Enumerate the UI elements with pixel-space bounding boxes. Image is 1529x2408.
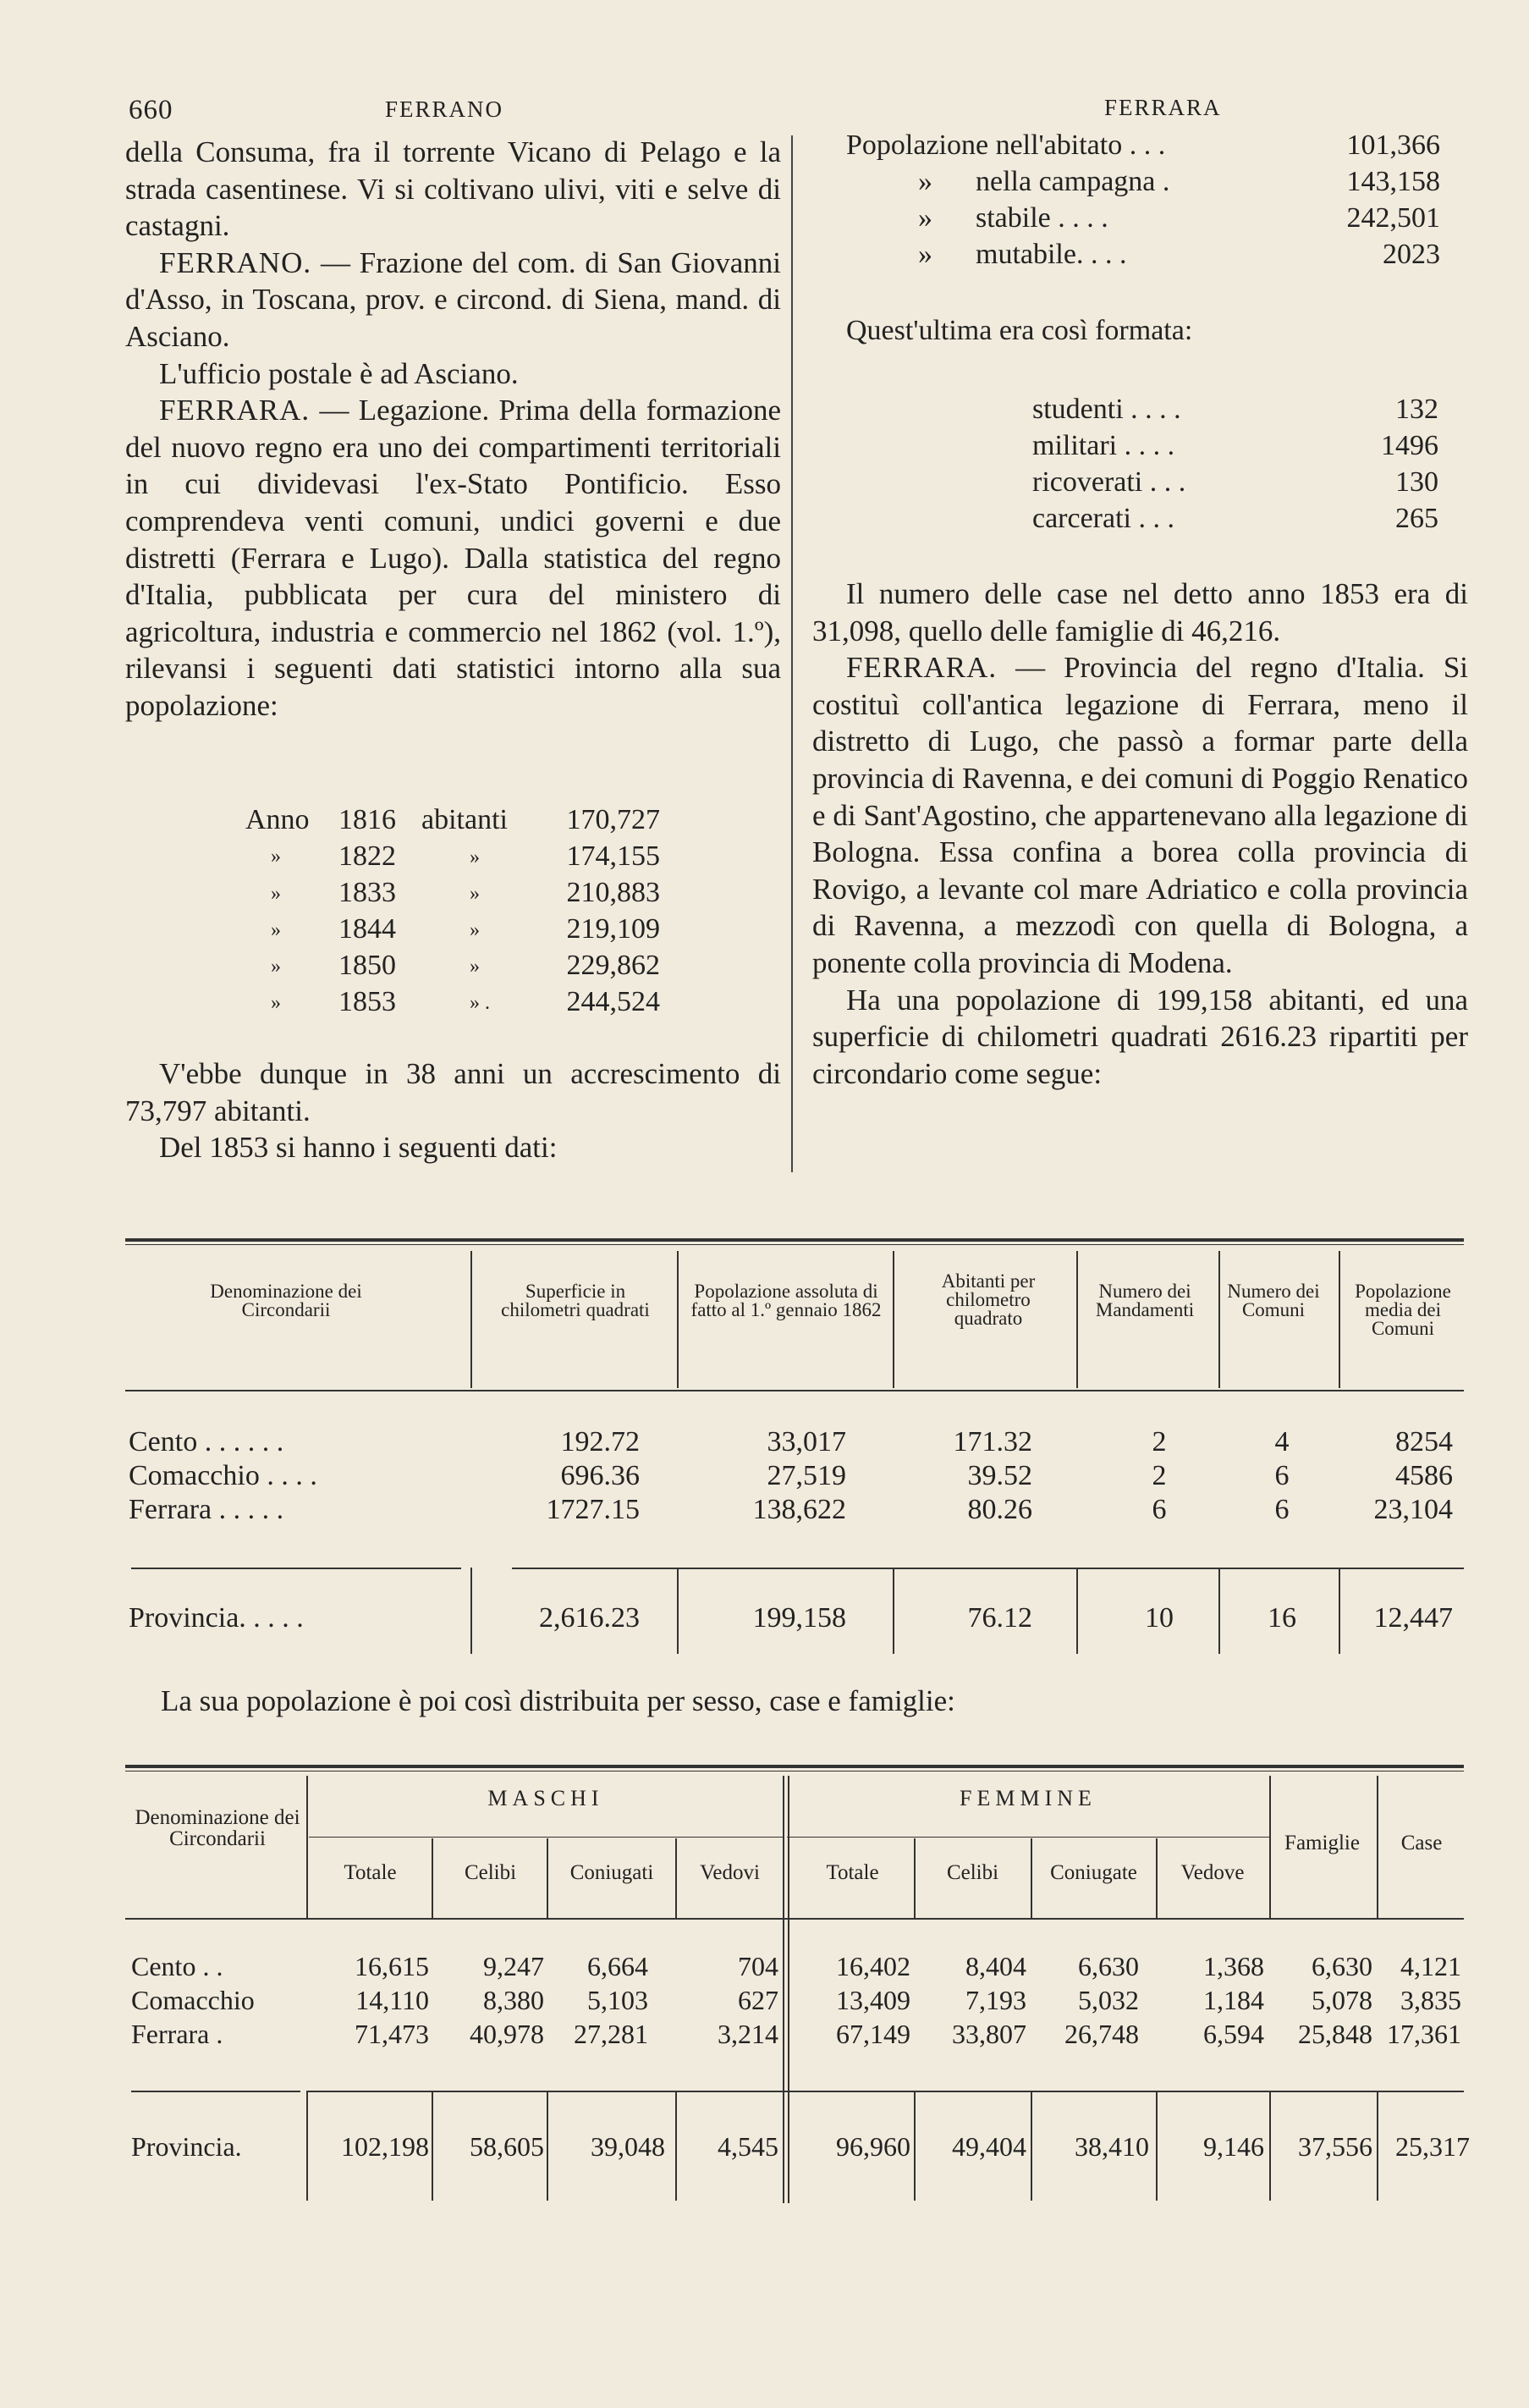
t2-sub-femmine-vedove: Vedove — [1180, 1861, 1245, 1884]
t2-cell: 1,368 — [1203, 1951, 1264, 1981]
t2-cell: 5,032 — [1078, 1985, 1139, 2015]
closing-increase: V'ebbe dunque in 38 anni un accrescimento di 73,797 abitanti. — [125, 1057, 781, 1127]
t1-total-cell: 16 — [1268, 1602, 1296, 1634]
t2-header-maschi: MASCHI — [487, 1786, 604, 1810]
ferrara-headword: FERRARA. — [159, 394, 311, 427]
year-label: » — [470, 846, 480, 868]
t2-cell: 6,594 — [1203, 2019, 1264, 2049]
t2-sub-maschi-vedovi: Vedovi — [700, 1861, 760, 1884]
t2-cell: 40,978 — [470, 2019, 544, 2049]
t1-header-abitanti: Abitanti per chilometro quadrato — [941, 1270, 1036, 1329]
page-number: 660 — [129, 95, 173, 125]
t1-cell: 6 — [1274, 1494, 1290, 1525]
t1-total-cell: 76.12 — [967, 1602, 1032, 1634]
formed-row-value: 265 — [1395, 503, 1438, 534]
t2-total-cell: 38,410 — [1075, 2131, 1149, 2162]
t1-header-superficie: Superficie in chilometri quadrati — [501, 1281, 650, 1320]
t2-cell: 6,630 — [1312, 1951, 1372, 1981]
between-text: La sua popolazione è poi così distribuita per sesso, case e famiglie: — [161, 1684, 955, 1717]
column-divider — [791, 135, 793, 1172]
year-cell: 1844 — [338, 913, 396, 945]
pop-row-value: 2023 — [1383, 239, 1440, 270]
year-value: 219,109 — [566, 913, 660, 945]
province-text: Provincia del regno d'Italia. Si costituì coll'antica legazione di Ferrara, meno il distretto di Lugo, che passò a formar parte della provincia di Ravenna, e dei comuni di Poggio Renatico e di Sant'Agostino, che appartenevano alla legazione di Bologna. Essa confina a borea colla provincia di Rovigo, a levante col mare Adriatico e colla provincia di Ravenna, a mezzodì con quella di Bologna, a ponente colla provincia di Modena. — [812, 651, 1469, 979]
t2-header-famiglie: Famiglie — [1284, 1832, 1360, 1854]
t2-cell: 627 — [738, 1985, 778, 2015]
t1-cell: 696.36 — [560, 1460, 640, 1491]
year-value: 170,727 — [566, 804, 660, 835]
t2-cell: 26,748 — [1064, 2019, 1139, 2049]
t2-header-femmine: FEMMINE — [960, 1786, 1097, 1810]
t1-header-comuni: Numero dei Comuni — [1227, 1281, 1320, 1320]
year-value: 244,524 — [566, 986, 660, 1017]
t1-cell: 171.32 — [953, 1426, 1032, 1457]
year-row: » — [271, 992, 281, 1014]
running-head-left: FERRANO — [385, 96, 504, 122]
t2-cell: 8,380 — [483, 1985, 544, 2015]
t1-cell: 6 — [1152, 1494, 1167, 1525]
pop-row-label: » mutabile. . . . — [918, 239, 1127, 270]
t1-total-cell: 199,158 — [752, 1602, 846, 1634]
pop-row-value: 101,366 — [1346, 129, 1440, 161]
year-value: 229,862 — [566, 950, 660, 981]
t1-header-mandamenti: Numero dei Mandamenti — [1095, 1281, 1195, 1320]
t1-header-denominazione: Denominazione dei Circondarii — [210, 1281, 362, 1320]
year-label: » — [470, 956, 480, 978]
formed-row-label: studenti . . . . — [1032, 394, 1181, 425]
houses-paragraph: Il numero delle case nel detto anno 1853 era di 31,098, quello delle famiglie di 46,216. — [812, 577, 1468, 647]
formed-row-value: 130 — [1395, 466, 1438, 498]
t2-total-cell: 25,317 — [1395, 2131, 1470, 2162]
formed-row-label: carcerati . . . — [1032, 503, 1174, 534]
t1-cell: 39.52 — [967, 1460, 1032, 1491]
t2-cell: 3,835 — [1400, 1985, 1461, 2015]
formed-intro: Quest'ultima era così formata: — [846, 315, 1193, 346]
t2-sub-maschi-celibi: Celibi — [464, 1861, 517, 1884]
t2-total-cell: 4,545 — [718, 2131, 778, 2162]
t2-row-name: Comacchio — [131, 1985, 255, 2015]
t1-cell: 23,104 — [1373, 1494, 1453, 1525]
ferrara-legazione-text: Legazione. Prima della formazione del nuovo regno era uno dei compartimenti territoriali in cui dividevasi l'ex-Stato Pontificio. Esso comprendeva venti comuni, undici governi e due distretti (Ferrara e Lugo). Dalla statistica del regno d'Italia, pubblicata per cura del ministero di agricoltura, industria e commercio nel 1862 (vol. 1.º), rilevansi i seguenti dati statistici intorno alla sua popolazione: — [125, 394, 781, 722]
t1-header-media: Popolazione media dei Comuni — [1355, 1281, 1451, 1339]
t2-cell: 5,103 — [587, 1985, 648, 2015]
t2-cell: 17,361 — [1387, 2019, 1461, 2049]
ferrano-headword: FERRANO. — [159, 245, 312, 279]
pop-row-label: » stabile . . . . — [918, 202, 1108, 234]
pop-row-value: 242,501 — [1346, 202, 1440, 234]
left-paragraph-postal: L'ufficio postale è ad Asciano. — [159, 356, 519, 390]
t1-cell: 80.26 — [967, 1494, 1032, 1525]
t2-total-cell: 96,960 — [836, 2131, 910, 2162]
t1-cell: 6 — [1274, 1460, 1290, 1491]
ferrano-entry: FERRANO. — Frazione del com. di San Giovanni d'Asso, in Toscana, prov. e circond. di Siena, mand. di Asciano. — [125, 245, 782, 353]
left-column — [125, 134, 781, 725]
t2-cell: 3,214 — [718, 2019, 778, 2049]
t2-cell: 6,664 — [587, 1951, 648, 1981]
year-row: » — [271, 956, 281, 978]
t2-cell: 13,409 — [836, 1985, 910, 2015]
t2-cell: 33,807 — [952, 2019, 1026, 2049]
t1-cell: 2 — [1152, 1426, 1167, 1457]
t1-cell: 1727.15 — [546, 1494, 640, 1525]
t1-cell: 2 — [1152, 1460, 1167, 1491]
year-cell: 1816 — [338, 804, 396, 835]
t2-total-cell: 58,605 — [470, 2131, 544, 2162]
t1-cell: 192.72 — [560, 1426, 640, 1457]
right-column-text — [812, 576, 1468, 1092]
t2-cell: 67,149 — [836, 2019, 910, 2049]
closing-data-intro: Del 1853 si hanno i seguenti dati: — [159, 1131, 558, 1165]
year-value: 210,883 — [566, 877, 660, 908]
t2-sub-femmine-totale: Totale — [826, 1861, 879, 1884]
t2-cell: 704 — [738, 1951, 778, 1981]
t2-total-cell: 49,404 — [952, 2131, 1026, 2162]
t2-row-name: Ferrara . — [131, 2019, 223, 2049]
ferrano-text: Frazione del com. di San Giovanni d'Asso, in Toscana, prov. e circond. di Siena, mand. di Asciano. — [125, 245, 782, 353]
year-cell: 1822 — [338, 840, 396, 872]
left-paragraph-1: della Consuma, fra il torrente Vicano di Pelago e la strada casentinese. Vi si coltivano ulivi, viti e selve di castagni. — [125, 135, 781, 243]
year-label: » — [470, 919, 480, 941]
t2-total-cell: 9,146 — [1203, 2131, 1264, 2162]
year-row: » — [271, 846, 281, 868]
t2-total-cell: 102,198 — [341, 2131, 429, 2162]
year-label: » — [470, 883, 480, 905]
t2-cell: 27,281 — [574, 2019, 648, 2049]
t2-cell: 9,247 — [483, 1951, 544, 1981]
pop-row-value: 143,158 — [1346, 166, 1440, 197]
t1-cell: 4586 — [1395, 1460, 1453, 1491]
population-paragraph: Ha una popolazione di 199,158 abitanti, ed una superficie di chilometri quadrati 2616.23 ripartiti per circondario come segue: — [812, 983, 1468, 1090]
t1-row-name: Cento . . . . . . — [129, 1426, 284, 1457]
year-label: » . — [470, 992, 490, 1014]
year-label: abitanti — [421, 804, 508, 835]
t2-cell: 25,848 — [1298, 2019, 1372, 2049]
t1-cell: 138,622 — [752, 1494, 846, 1525]
year-row: Anno — [245, 804, 310, 835]
t2-sub-maschi-totale: Totale — [344, 1861, 397, 1884]
t2-cell: 71,473 — [355, 2019, 429, 2049]
pop-row-label: » nella campagna . — [918, 166, 1170, 197]
t2-cell: 14,110 — [355, 1985, 429, 2015]
t2-sub-femmine-celibi: Celibi — [946, 1861, 999, 1884]
t2-cell: 16,402 — [836, 1951, 910, 1981]
t2-row-name: Cento . . — [131, 1951, 223, 1981]
t1-cell: 33,017 — [767, 1426, 846, 1457]
year-row: » — [271, 919, 281, 941]
t1-total-cell: 10 — [1145, 1602, 1174, 1634]
formed-row-label: ricoverati . . . — [1032, 466, 1186, 498]
t2-cell: 7,193 — [965, 1985, 1026, 2015]
year-cell: 1850 — [338, 950, 396, 981]
t2-cell: 16,615 — [355, 1951, 429, 1981]
t2-total-cell: 39,048 — [591, 2131, 665, 2162]
t1-header-popolazione: Popolazione assoluta di fatto al 1.º gennaio 1862 — [690, 1281, 882, 1320]
t1-cell: 4 — [1274, 1426, 1290, 1457]
t2-total-name: Provincia. — [131, 2131, 242, 2162]
t1-row-name: Comacchio . . . . — [129, 1460, 317, 1491]
year-cell: 1833 — [338, 877, 396, 908]
left-closing — [125, 1055, 781, 1166]
t2-header-denominazione: Denominazione dei Circondarii — [135, 1806, 300, 1850]
t2-sub-maschi-coniugati: Coniugati — [569, 1861, 654, 1884]
formed-row-value: 132 — [1395, 394, 1438, 425]
running-head-right: FERRARA — [1104, 95, 1222, 120]
t2-cell: 8,404 — [965, 1951, 1026, 1981]
t2-cell: 4,121 — [1400, 1951, 1461, 1981]
province-headword: FERRARA. — [846, 651, 998, 685]
t1-total-cell: 2,616.23 — [539, 1602, 640, 1634]
formed-row-label: militari . . . . — [1032, 430, 1175, 461]
t1-total-cell: 12,447 — [1373, 1602, 1453, 1634]
t2-cell: 1,184 — [1203, 1985, 1264, 2015]
formed-row-value: 1496 — [1381, 430, 1438, 461]
province-entry: FERRARA. — Provincia del regno d'Italia. Si costituì coll'antica legazione di Ferrara, meno il distretto di Lugo, che passò a formar parte della provincia di Ravenna, e dei comuni di Poggio Renatico e di Sant'Agostino, che appartenevano alla legazione di Bologna. Essa confina a borea colla provincia di Rovigo, a levante col mare Adriatico e colla provincia di Ravenna, a mezzodì con quella di Bologna, a ponente colla provincia di Modena. — [812, 651, 1469, 979]
t1-cell: 27,519 — [767, 1460, 846, 1491]
pop-row-label: Popolazione nell'abitato . . . — [846, 129, 1166, 161]
t2-sub-femmine-coniugate: Coniugate — [1050, 1861, 1137, 1884]
t1-cell: 8254 — [1395, 1426, 1453, 1457]
t2-header-case: Case — [1400, 1832, 1443, 1854]
t2-cell: 6,630 — [1078, 1951, 1139, 1981]
year-cell: 1853 — [338, 986, 396, 1017]
t1-row-name: Ferrara . . . . . — [129, 1494, 284, 1525]
year-value: 174,155 — [566, 840, 660, 872]
t2-cell: 5,078 — [1312, 1985, 1372, 2015]
t2-total-cell: 37,556 — [1298, 2131, 1372, 2162]
ferrara-legazione-entry: FERRARA. — Legazione. Prima della formazione del nuovo regno era uno dei compartimenti territoriali in cui dividevasi l'ex-Stato Pontificio. Esso comprendeva venti comuni, undici governi e due distretti (Ferrara e Lugo). Dalla statistica del regno d'Italia, pubblicata per cura del ministero di agricoltura, industria e commercio nel 1862 (vol. 1.º), rilevansi i seguenti dati statistici intorno alla sua popolazione: — [125, 394, 781, 722]
year-row: » — [271, 883, 281, 905]
t1-total-name: Provincia. . . . . — [129, 1602, 304, 1634]
